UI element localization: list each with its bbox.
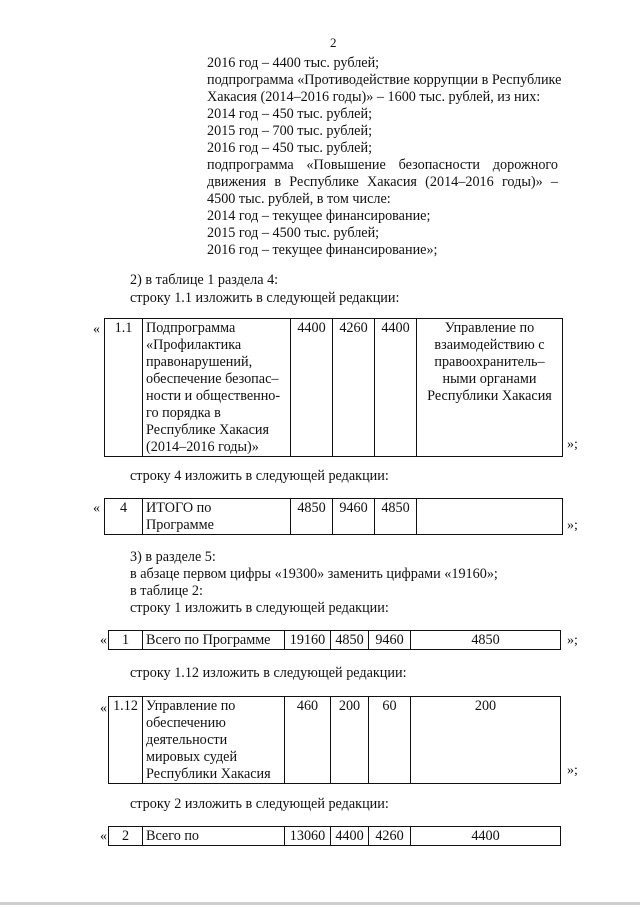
cell-organization: [417, 499, 563, 535]
cell-value-2: 4260: [333, 319, 375, 457]
item3-line-2: в таблице 2:: [130, 583, 203, 599]
cell-value-4: 200: [411, 697, 561, 784]
cell-num: 1: [109, 631, 143, 650]
cell-name: Всего по: [143, 827, 285, 846]
cell-name: Всего по Программе: [143, 631, 285, 650]
cell-num: 1.12: [109, 697, 143, 784]
cell-value-2: 200: [331, 697, 369, 784]
quote-open: «: [100, 701, 107, 716]
intro-line: 2015 год – 4500 тыс. рублей;: [207, 225, 380, 241]
cell-value-2: 4400: [331, 827, 369, 846]
cell-value-3: 9460: [369, 631, 411, 650]
intro-line: 2016 год – 4400 тыс. рублей;: [207, 55, 380, 71]
cell-value-1: 19160: [285, 631, 331, 650]
cell-value-1: 460: [285, 697, 331, 784]
cell-num: 4: [105, 499, 143, 535]
item2-row-1-1-instruction: строку 1.1 изложить в следующей редакции:: [130, 290, 400, 306]
intro-line: подпрограмма «Противодействие коррупции в Республике: [207, 72, 562, 88]
table-row-1: [108, 630, 561, 650]
intro-line: 4500 тыс. рублей, в том числе:: [207, 191, 391, 207]
cell-value-3: 60: [369, 697, 411, 784]
quote-open: «: [93, 322, 100, 337]
cell-name: ИТОГО по Программе: [143, 499, 291, 535]
item3-row-1-12-instruction: строку 1.12 изложить в следующей редакции:: [130, 665, 407, 681]
intro-line: 2014 год – текущее финансирование;: [207, 208, 431, 224]
cell-value-1: 4850: [291, 499, 333, 535]
cell-value-1: 13060: [285, 827, 331, 846]
cell-value-1: 4400: [291, 319, 333, 457]
table-row-1-1: [104, 318, 563, 457]
cell-name: Управление по обеспечению деятельности мировых судей Республики Хакасия: [143, 697, 285, 784]
cell-num: 2: [109, 827, 143, 846]
intro-line: Хакасия (2014–2016 годы)» – 1600 тыс. рублей, из них:: [207, 89, 541, 105]
quote-open: «: [100, 633, 107, 648]
item2-heading: 2) в таблице 1 раздела 4:: [130, 272, 279, 288]
quote-open: «: [100, 829, 107, 844]
cell-value-4: 4850: [411, 631, 561, 650]
intro-line: 2015 год – 700 тыс. рублей;: [207, 123, 373, 139]
intro-line: 2016 год – 450 тыс. рублей;: [207, 140, 373, 156]
cell-value-2: 9460: [333, 499, 375, 535]
quote-open: «: [93, 501, 100, 516]
cell-name: Подпрограмма «Профилактика правонарушений, обеспечение безопас– ности и общественно- го порядка в Республике Хакасия (2014–2016 годы)»: [143, 319, 291, 457]
intro-line: движения в Республике Хакасия (2014–2016 годы)» –: [207, 174, 558, 190]
item3-line-1: в абзаце первом цифры «19300» заменить цифрами «19160»;: [130, 566, 498, 582]
item3-row-2-instruction: строку 2 изложить в следующей редакции:: [130, 796, 389, 812]
cell-value-4: 4400: [411, 827, 561, 846]
table-row-4: [104, 498, 563, 535]
page-number: 2: [330, 35, 337, 50]
item3-row-1-instruction: строку 1 изложить в следующей редакции:: [130, 600, 389, 616]
intro-line: 2014 год – 450 тыс. рублей;: [207, 106, 373, 122]
cell-value-3: 4850: [375, 499, 417, 535]
table-row-1-12: [108, 696, 561, 784]
item3-heading: 3) в разделе 5:: [130, 549, 216, 565]
cell-organization: Управление по взаимодействию с правоохранитель– ными органами Республики Хакасия: [417, 319, 563, 457]
quote-close: »;: [567, 633, 578, 648]
item2-row-4-instruction: строку 4 изложить в следующей редакции:: [130, 468, 389, 484]
table-row-2: [108, 826, 561, 846]
intro-line: подпрограмма «Повышение безопасности дорожного: [207, 157, 558, 173]
cell-value-3: 4400: [375, 319, 417, 457]
quote-close: »;: [567, 518, 578, 533]
cell-value-3: 4260: [369, 827, 411, 846]
quote-close: »;: [567, 437, 578, 452]
quote-close: »;: [567, 763, 578, 778]
cell-num: 1.1: [105, 319, 143, 457]
intro-line: 2016 год – текущее финансирование»;: [207, 242, 438, 258]
cell-value-2: 4850: [331, 631, 369, 650]
